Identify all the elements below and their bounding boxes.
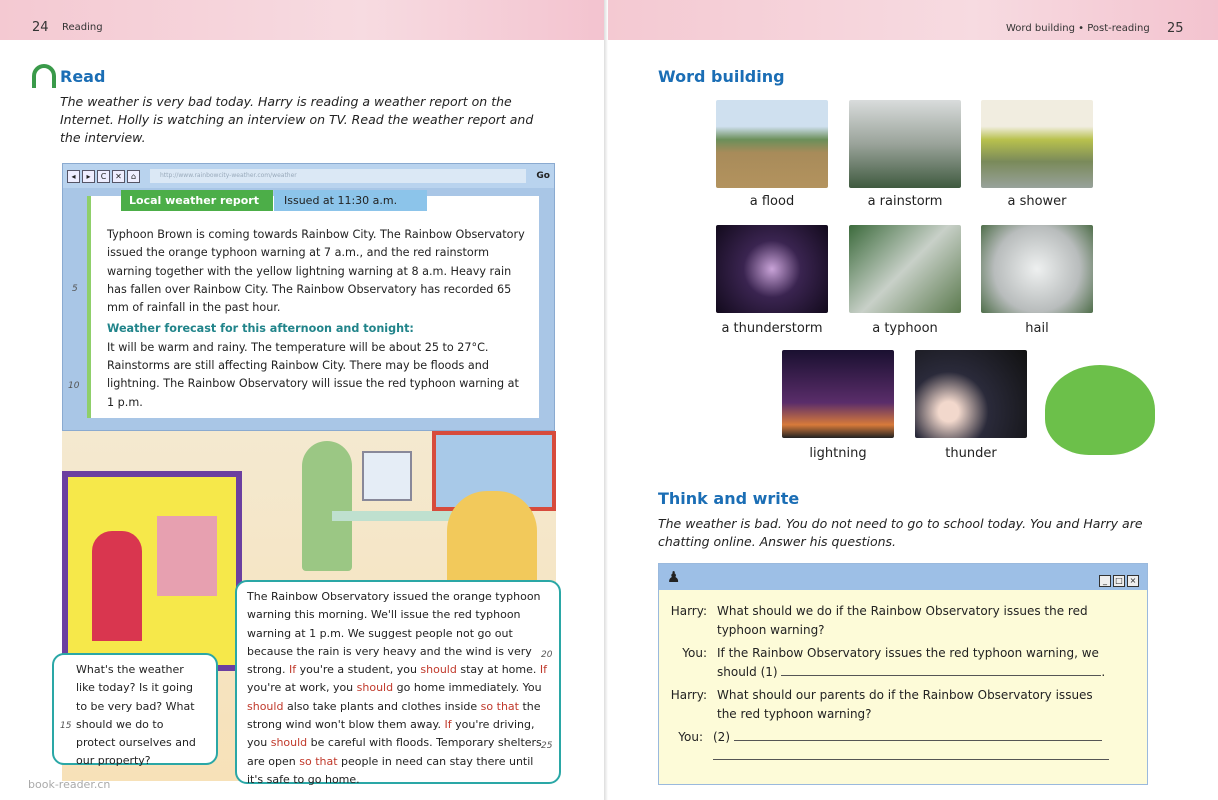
reporter-figure — [92, 531, 142, 641]
maximize-button[interactable]: □ — [1113, 575, 1125, 587]
word-caption: a thunderstorm — [721, 321, 823, 336]
highlighted-keyword: should — [356, 681, 394, 695]
speaker: Harry: — [670, 688, 707, 702]
highlighted-keyword: If — [539, 663, 547, 677]
right-header-strip — [608, 0, 1218, 40]
answer-text: be careful with floods. Temporary shelters are open — [247, 736, 542, 768]
highlighted-keyword: If — [444, 718, 452, 732]
forward-button[interactable]: ▸ — [82, 170, 95, 183]
watermark: book-reader.cn — [28, 778, 111, 791]
answer-text: The Rainbow Observatory issued the orange typhoon warning this morning. We'll issue the red typhoon warning at 1 p.m. We suggest people not go out because the rain is very heavy and the wind is very strong. — [247, 590, 541, 677]
interviewee-figure — [157, 516, 217, 596]
word-caption: a flood — [749, 194, 795, 209]
word-caption: a typhoon — [872, 321, 938, 336]
chat-message — [659, 728, 1109, 766]
highlighted-keyword: so that — [299, 754, 338, 768]
word-caption: a shower — [1007, 194, 1067, 209]
gutter — [604, 0, 608, 800]
line-number: 10 — [68, 381, 80, 391]
line-number: 15 — [60, 721, 72, 731]
highlighted-keyword: should — [420, 663, 457, 677]
issued-time: Issued at 11:30 a.m. — [274, 190, 427, 211]
stop-button[interactable]: ✕ — [112, 170, 125, 183]
weather-report-page — [87, 196, 539, 418]
answer-text: stay at home. — [456, 663, 540, 677]
speaker: You: — [678, 730, 703, 744]
back-button[interactable]: ◂ — [67, 170, 80, 183]
question-bubble: What's the weather like today? Is it going to be very bad? What should we do to protect ourselves and our property? — [52, 653, 218, 765]
word-caption: a rainstorm — [867, 194, 943, 209]
word-caption: hail — [1025, 321, 1049, 336]
answer-blank-2[interactable] — [734, 729, 1102, 741]
report-tab: Local weather report — [121, 190, 273, 211]
page-number-right: 25 — [1167, 21, 1184, 36]
user-icon: ♟ — [667, 568, 681, 586]
thunderstorm-photo — [716, 225, 828, 313]
browser-window — [62, 163, 555, 431]
line-number: 20 — [541, 650, 553, 660]
answer-blank-2-line2[interactable] — [713, 748, 1109, 760]
message-text: What should our parents do if the Rainbow Observatory issues the red typhoon warning? — [717, 688, 1093, 721]
answer-text: you're a student, you — [296, 663, 421, 677]
line-number: 25 — [541, 741, 553, 751]
hail-photo — [981, 225, 1093, 313]
flood-photo — [716, 100, 828, 188]
answer-text: go home immediately. You — [393, 681, 542, 695]
go-button[interactable]: Go — [536, 171, 550, 181]
rainstorm-photo — [849, 100, 961, 188]
word-caption: thunder — [945, 446, 997, 461]
speaker: Harry: — [670, 604, 707, 618]
home-button[interactable]: ⌂ — [127, 170, 140, 183]
message-text: What should we do if the Rainbow Observatory issues the red typhoon warning? — [717, 604, 1088, 637]
close-button[interactable]: × — [1127, 575, 1139, 587]
address-bar[interactable]: http://www.rainbowcity-weather.com/weather — [150, 169, 526, 183]
typhoon-photo — [849, 225, 961, 313]
report-paragraph: Typhoon Brown is coming towards Rainbow City. The Rainbow Observatory issued the orange typhoon warning at 7 a.m., and the red rainstorm warning together with the yellow lightning warning at 8 a.m. Heavy rain has fallen over Rainbow City. The Rainbow Observatory has recorded 65 mm of rainfall in the past hour. — [107, 228, 525, 315]
forecast-heading: Weather forecast for this afternoon and tonight: — [107, 322, 414, 336]
lightning-photo — [782, 350, 894, 438]
section-right: Word building • Post-reading — [1006, 23, 1150, 34]
answer-text: you're at work, you — [247, 681, 357, 695]
think-write-heading: Think and write — [658, 489, 800, 508]
minimize-button[interactable]: _ — [1099, 575, 1111, 587]
browser-toolbar — [63, 164, 554, 188]
headphones-icon — [32, 64, 56, 88]
answer-bubble — [235, 580, 561, 784]
chat-window — [658, 563, 1148, 785]
shower-photo — [981, 100, 1093, 188]
harry-figure — [302, 441, 352, 571]
chat-message: You: If the Rainbow Observatory issues the red typhoon warning, we should (1) . — [659, 644, 1109, 682]
thunder-photo — [915, 350, 1027, 438]
chat-message — [659, 602, 1109, 640]
line-number: 5 — [72, 284, 78, 294]
highlighted-keyword: so that — [480, 699, 519, 713]
page-number-left: 24 — [32, 20, 49, 35]
highlighted-keyword: should — [247, 699, 284, 713]
refresh-button[interactable]: C — [97, 170, 110, 183]
word-caption: lightning — [809, 446, 867, 461]
highlighted-keyword: If — [289, 663, 297, 677]
chat-message — [659, 686, 1109, 724]
answer-text: also take plants and clothes inside — [283, 699, 481, 713]
read-heading: Read — [60, 67, 106, 86]
answer-text: you're driving, you — [247, 718, 535, 750]
parrot-mascot — [1045, 365, 1155, 455]
section-left: Reading — [62, 22, 103, 33]
word-building-heading: Word building — [658, 67, 785, 86]
read-intro: The weather is very bad today. Harry is reading a weather report on the Internet. Holly is watching an interview on TV. Read the weather report and the interview. — [60, 94, 534, 145]
answer-blank-1[interactable] — [781, 664, 1101, 676]
highlighted-keyword: should — [270, 736, 308, 750]
laptop — [362, 451, 412, 501]
chat-titlebar — [659, 564, 1147, 590]
left-header-strip — [0, 0, 605, 40]
message-text: If the Rainbow Observatory issues the red typhoon warning, we should (1) — [717, 646, 1099, 679]
message-text: (2) — [713, 730, 730, 744]
think-intro: The weather is bad. You do not need to go to school today. You and Harry are chatting online. Answer his questions. — [658, 516, 1143, 549]
answer-text: people in need can stay there until it's safe to go home. — [247, 754, 534, 786]
answer-text: the strong wind won't blow them away. — [247, 699, 541, 732]
forecast-paragraph: It will be warm and rainy. The temperature will be about 25 to 27°C. Rainstorms are still affecting Rainbow City. There may be floods and lightning. The Rainbow Observatory will issue the red typhoon warning at 1 p.m. — [107, 340, 519, 409]
speaker: You: — [682, 646, 707, 660]
